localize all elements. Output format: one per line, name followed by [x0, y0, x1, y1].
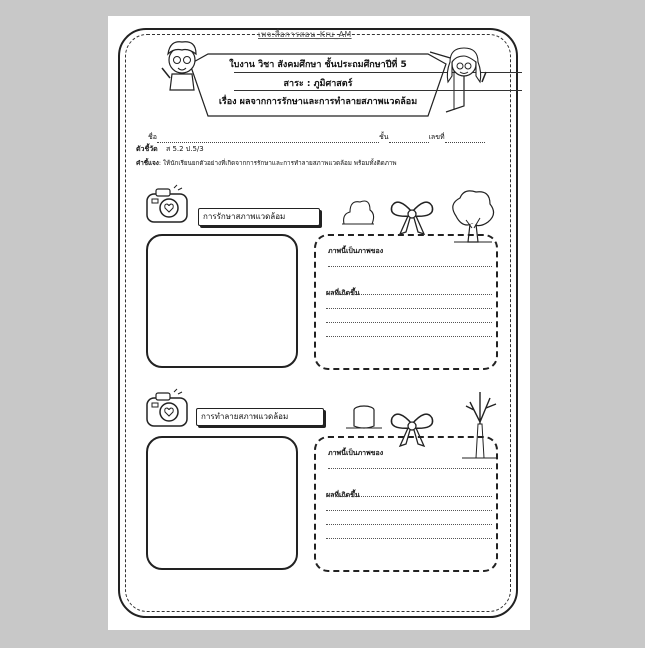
- class-blank[interactable]: [389, 134, 429, 143]
- result-line[interactable]: [326, 308, 492, 309]
- result-line[interactable]: [326, 496, 492, 497]
- caption-label: ภาพนี้เป็นภาพของ: [328, 449, 384, 457]
- student-info-row: [148, 132, 485, 143]
- result-label: ผลที่เกิดขึ้น: [326, 289, 360, 297]
- note-box-conserve: [314, 234, 498, 370]
- photo-area-destroy[interactable]: [146, 436, 298, 570]
- indicator-value: ส 5.2 ป.5/3: [165, 145, 204, 153]
- result-line[interactable]: [326, 524, 492, 525]
- section-title-conserve: การรักษาสภาพแวดล้อม: [198, 208, 320, 226]
- result-label: ผลที่เกิดขึ้น: [326, 491, 360, 499]
- photo-area-conserve[interactable]: [146, 234, 298, 368]
- worksheet-title: ใบงาน วิชา สังคมศึกษา ชั้นประถมศึกษาปีที่ 5: [229, 60, 407, 70]
- instruction-label: คำชี้แจง: [136, 160, 159, 167]
- caption-label: ภาพนี้เป็นภาพของ: [328, 247, 384, 255]
- number-label: เลขที่: [428, 133, 445, 141]
- caption-line[interactable]: [328, 266, 492, 267]
- bow-icon: [388, 196, 436, 236]
- class-label: ชั้น: [378, 133, 389, 141]
- result-line[interactable]: [326, 336, 492, 337]
- worksheet-page: [108, 16, 530, 630]
- lesson-topic: เรื่อง ผลจากการรักษาและการทำลายสภาพแวดล้อม: [218, 97, 418, 107]
- watermark-credit: เพจ:สื่อการสอน_Kru_AM: [258, 30, 352, 39]
- result-line[interactable]: [326, 510, 492, 511]
- result-line[interactable]: [326, 294, 492, 295]
- instruction-text: : ให้นักเรียนยกตัวอย่างที่เกิดจากการรักษาและการทำลายสภาพแวดล้อม พร้อมทั้งติดภาพ: [158, 160, 397, 167]
- bush-icon: [340, 194, 376, 228]
- number-blank[interactable]: [445, 134, 485, 143]
- camera-icon: [144, 184, 190, 224]
- note-box-destroy: [314, 436, 498, 572]
- girl-cartoon-icon: [438, 42, 488, 100]
- tree-stump-icon: [344, 402, 384, 432]
- camera-icon: [144, 388, 190, 428]
- subject-strand: สาระ : ภูมิศาสตร์: [283, 79, 353, 89]
- indicator-row: [136, 144, 204, 155]
- result-line[interactable]: [326, 538, 492, 539]
- result-line[interactable]: [326, 322, 492, 323]
- name-blank[interactable]: [157, 134, 379, 143]
- caption-line[interactable]: [328, 468, 492, 469]
- name-label: ชื่อ: [148, 133, 157, 141]
- title-banner: [168, 46, 468, 124]
- instruction-row: [136, 158, 397, 168]
- indicator-label: ตัวชี้วัด: [136, 145, 158, 153]
- section-title-destroy: การทำลายสภาพแวดล้อม: [196, 408, 324, 426]
- boy-cartoon-icon: [158, 38, 206, 92]
